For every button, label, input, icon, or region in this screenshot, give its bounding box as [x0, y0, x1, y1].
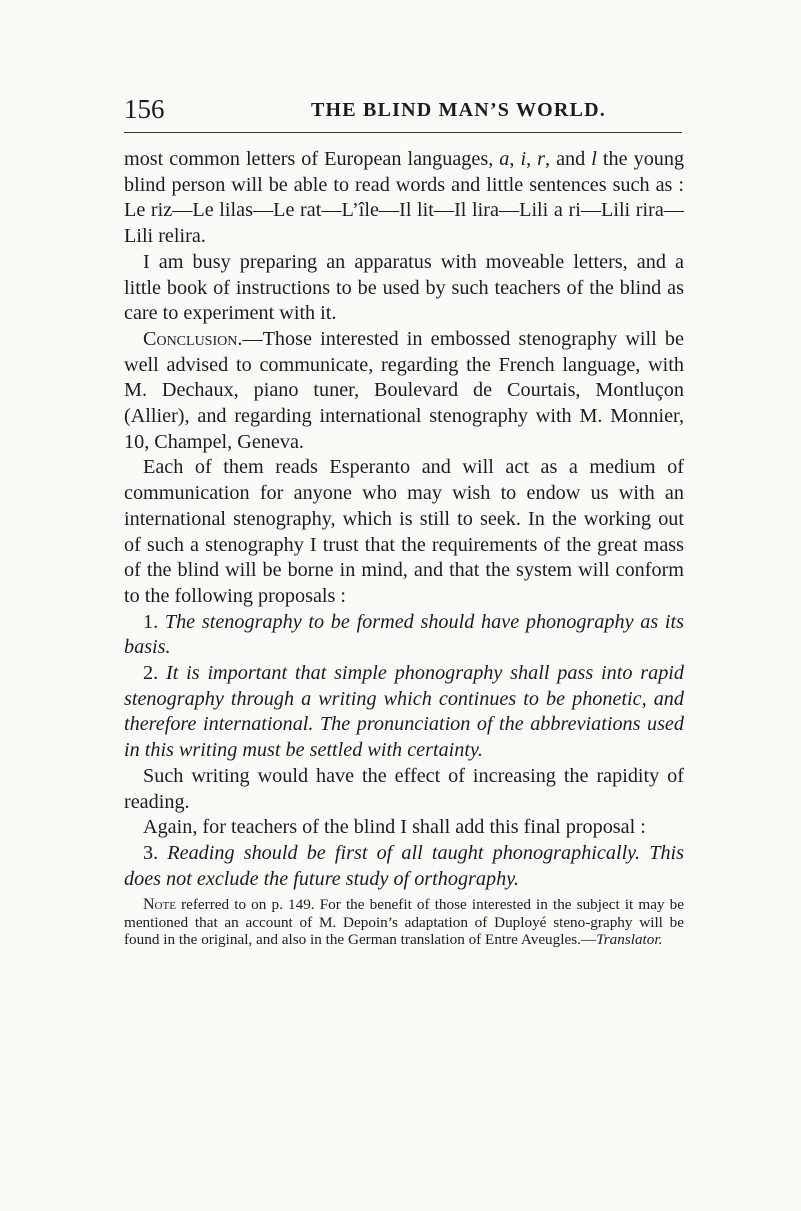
page-header — [124, 94, 684, 124]
paragraph-1: most common letters of European languages, a, i, r, and l the young blind person will be able to read words and little sentences such as : Le riz—Le lilas—Le rat—L’île—Il lit—Il lira—Lili a ri—Lili rira—Lili relira. — [124, 148, 685, 248]
paragraph-6: Again, for teachers of the blind I shall add this final proposal : — [143, 816, 646, 839]
translator-note: Note referred to on p. 149. For the benefit of those interested in the subject it may be mentioned that an account of M. Depoin’s adaptation of Duployé steno-graphy will be found in the original, and also in the German translation of Entre Aveugles.—Translator. — [124, 896, 684, 948]
paragraph-2: I am busy preparing an apparatus with moveable letters, and a little book of instructions to be used by such teachers of the blind as care to experiment with it. — [124, 250, 684, 325]
proposal-2: 2. It is important that simple phonography shall pass into rapid stenography through a writing which continues to be phonetic, and therefore international. The pronunciation of the abbreviations used in this writing must be settled with certainty. — [124, 662, 684, 762]
running-head: THE BLIND MAN’S WORLD. — [311, 99, 606, 121]
paragraph-5: Such writing would have the effect of increasing the rapidity of reading. — [124, 764, 684, 813]
paragraph-conclusion: Conclusion.—Those interested in embossed stenography will be well advised to communicate, regarding the French language, with M. Dechaux, piano tuner, Boulevard de Courtais, Montluçon (Allier), and regarding international stenography with M. Monnier, 10, Champel, Geneva. — [124, 327, 684, 453]
body-text — [124, 147, 684, 948]
proposal-3: 3. Reading should be first of all taught phonographically. This does not exclude the future study of orthography. — [124, 841, 685, 890]
page-number: 156 — [124, 94, 165, 124]
header-rule — [124, 132, 682, 133]
proposal-1: 1. The stenography to be formed should have phonography as its basis. — [124, 610, 684, 659]
paragraph-4: Each of them reads Esperanto and will act as a medium of communication for anyone who may wish to endow us with an international stenography, which is still to seek. In the working out of such a stenography I trust that the requirements of the great mass of the blind will be borne in mind, and that the system will conform to the following proposals : — [124, 456, 684, 607]
